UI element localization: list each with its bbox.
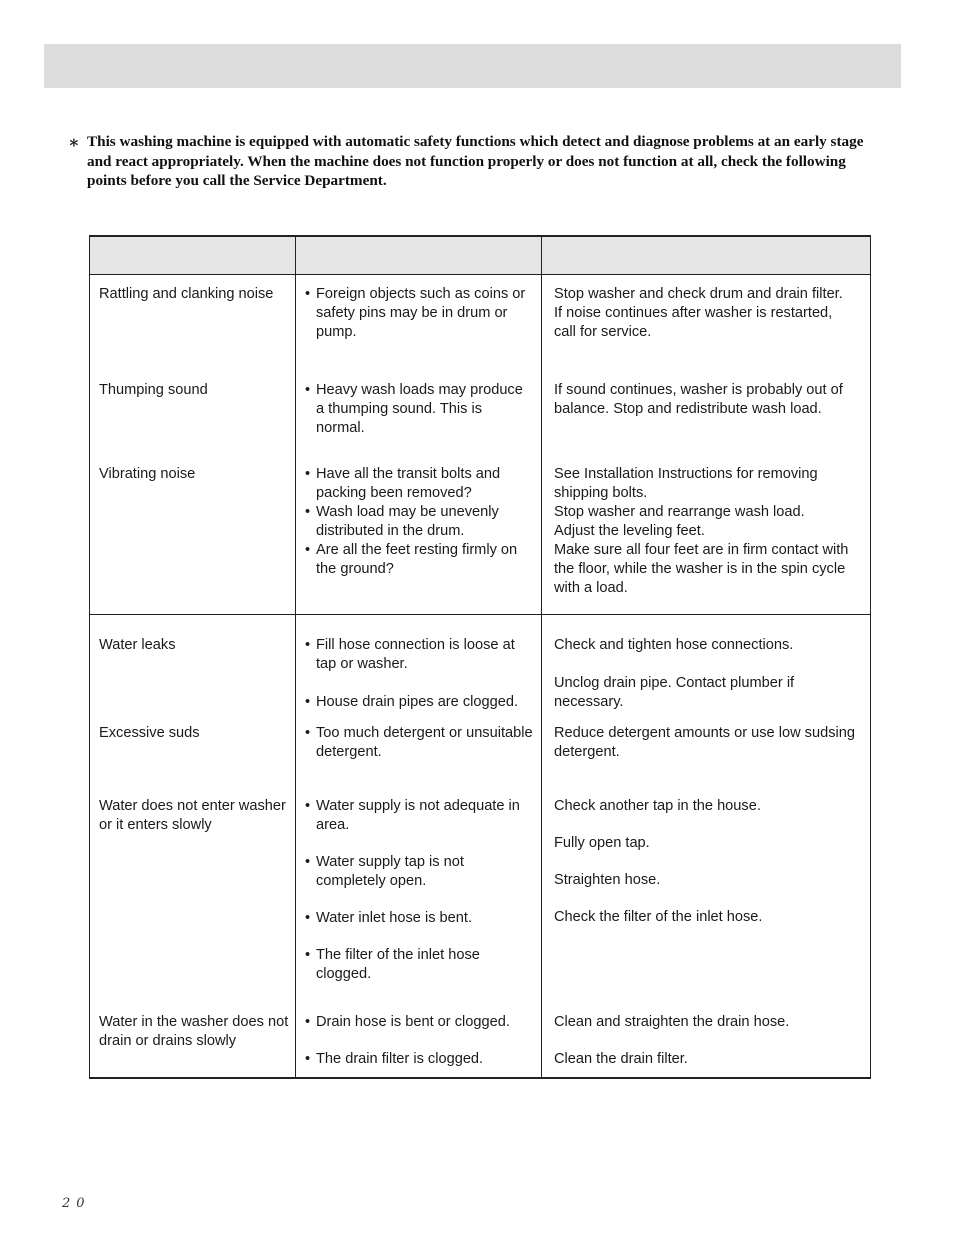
- problem-text: Thumping sound: [99, 381, 208, 398]
- table-row: [90, 465, 871, 615]
- solution-item: If sound continues, washer is probably out of balance. Stop and redistribute wash load.: [554, 381, 843, 417]
- header-banner: [44, 44, 901, 88]
- problem-cell: [90, 724, 296, 797]
- cause-item: • The filter of the inlet hose clogged.: [305, 946, 533, 984]
- solution-cell: [542, 724, 871, 797]
- cause-item: • Water supply tap is not completely open.: [305, 853, 533, 891]
- cause-item: • Wash load may be unevenly distributed in the drum.: [305, 503, 533, 541]
- solution-cell: [542, 614, 871, 724]
- header-cause: [296, 236, 542, 274]
- problem-text: Water in the washer does not drain or drains slowly: [99, 1013, 289, 1049]
- intro-note: [68, 132, 868, 191]
- cause-item: • Foreign objects such as coins or safety pins may be in drum or pump.: [305, 285, 533, 342]
- cause-item: • The drain filter is clogged.: [305, 1050, 533, 1069]
- problem-cell: [90, 274, 296, 381]
- cause-cell: [296, 465, 542, 615]
- cause-cell: [296, 1013, 542, 1078]
- table-row: [90, 274, 871, 381]
- solution-cell: [542, 381, 871, 465]
- cause-item: • Have all the transit bolts and packing been removed?: [305, 465, 533, 503]
- table-row: [90, 1013, 871, 1078]
- problem-text: Vibrating noise: [99, 465, 196, 482]
- solution-cell: [542, 797, 871, 1013]
- cause-item: • House drain pipes are clogged.: [305, 693, 533, 712]
- problem-text: Water does not enter washer or it enters slowly: [99, 797, 286, 833]
- solution-item: Check another tap in the house.: [554, 797, 761, 814]
- solution-item: Stop washer and check drum and drain filter. If noise continues after washer is restarted, call for service.: [554, 285, 843, 340]
- cause-item: • Too much detergent or unsuitable detergent.: [305, 724, 533, 762]
- cause-item: • Water supply is not adequate in area.: [305, 797, 533, 835]
- table-header-row: [90, 236, 871, 274]
- solution-cell: [542, 465, 871, 615]
- problem-cell: [90, 614, 296, 724]
- problem-text: Rattling and clanking noise: [99, 285, 274, 302]
- table-section: [90, 614, 871, 1078]
- cause-cell: [296, 614, 542, 724]
- table-section: [90, 274, 871, 614]
- table-row: [90, 614, 871, 724]
- cause-item: • Heavy wash loads may produce a thumping sound. This is normal.: [305, 381, 533, 438]
- solution-item: Straighten hose.: [554, 871, 661, 888]
- table-row: [90, 381, 871, 465]
- problem-cell: [90, 1013, 296, 1078]
- problem-text: Excessive suds: [99, 724, 200, 741]
- troubleshooting-table: [89, 235, 871, 1079]
- cause-cell: [296, 797, 542, 1013]
- solution-item: Check and tighten hose connections.: [554, 636, 794, 653]
- solution-item: Unclog drain pipe. Contact plumber if necessary.: [554, 674, 795, 710]
- problem-cell: [90, 381, 296, 465]
- solution-item: Check the filter of the inlet hose.: [554, 908, 763, 925]
- solution-cell: [542, 274, 871, 381]
- header-solution: [542, 236, 871, 274]
- cause-item: • Fill hose connection is loose at tap or washer.: [305, 636, 533, 674]
- asterisk-icon: ∗: [68, 133, 80, 152]
- page-number: 20: [62, 1196, 91, 1211]
- header-problem: [90, 236, 296, 274]
- problem-cell: [90, 465, 296, 615]
- table-row: [90, 797, 871, 1013]
- cause-cell: [296, 274, 542, 381]
- problem-cell: [90, 797, 296, 1013]
- solution-item: Reduce detergent amounts or use low sudsing detergent.: [554, 724, 855, 760]
- solution-item: Adjust the leveling feet. Make sure all four feet are in firm contact with the floor, while the washer is in the spin cycle with a load.: [554, 522, 849, 596]
- table-row: [90, 724, 871, 797]
- cause-cell: [296, 381, 542, 465]
- solution-cell: [542, 1013, 871, 1078]
- solution-item: See Installation Instructions for removing shipping bolts. Stop washer and rearrange wash load.: [554, 465, 818, 520]
- solution-item: Clean the drain filter.: [554, 1050, 688, 1067]
- solution-item: Fully open tap.: [554, 834, 650, 851]
- cause-item: • Drain hose is bent or clogged.: [305, 1013, 533, 1032]
- cause-cell: [296, 724, 542, 797]
- cause-item: • Water inlet hose is bent.: [305, 909, 533, 928]
- solution-item: Clean and straighten the drain hose.: [554, 1013, 790, 1030]
- problem-text: Water leaks: [99, 636, 176, 653]
- cause-item: • Are all the feet resting firmly on the ground?: [305, 541, 533, 579]
- intro-text: This washing machine is equipped with automatic safety functions which detect and diagnose problems at an early stage and react appropriately. When the machine does not function properly or does not function at all, check the following points before you call the Service Department.: [87, 133, 864, 189]
